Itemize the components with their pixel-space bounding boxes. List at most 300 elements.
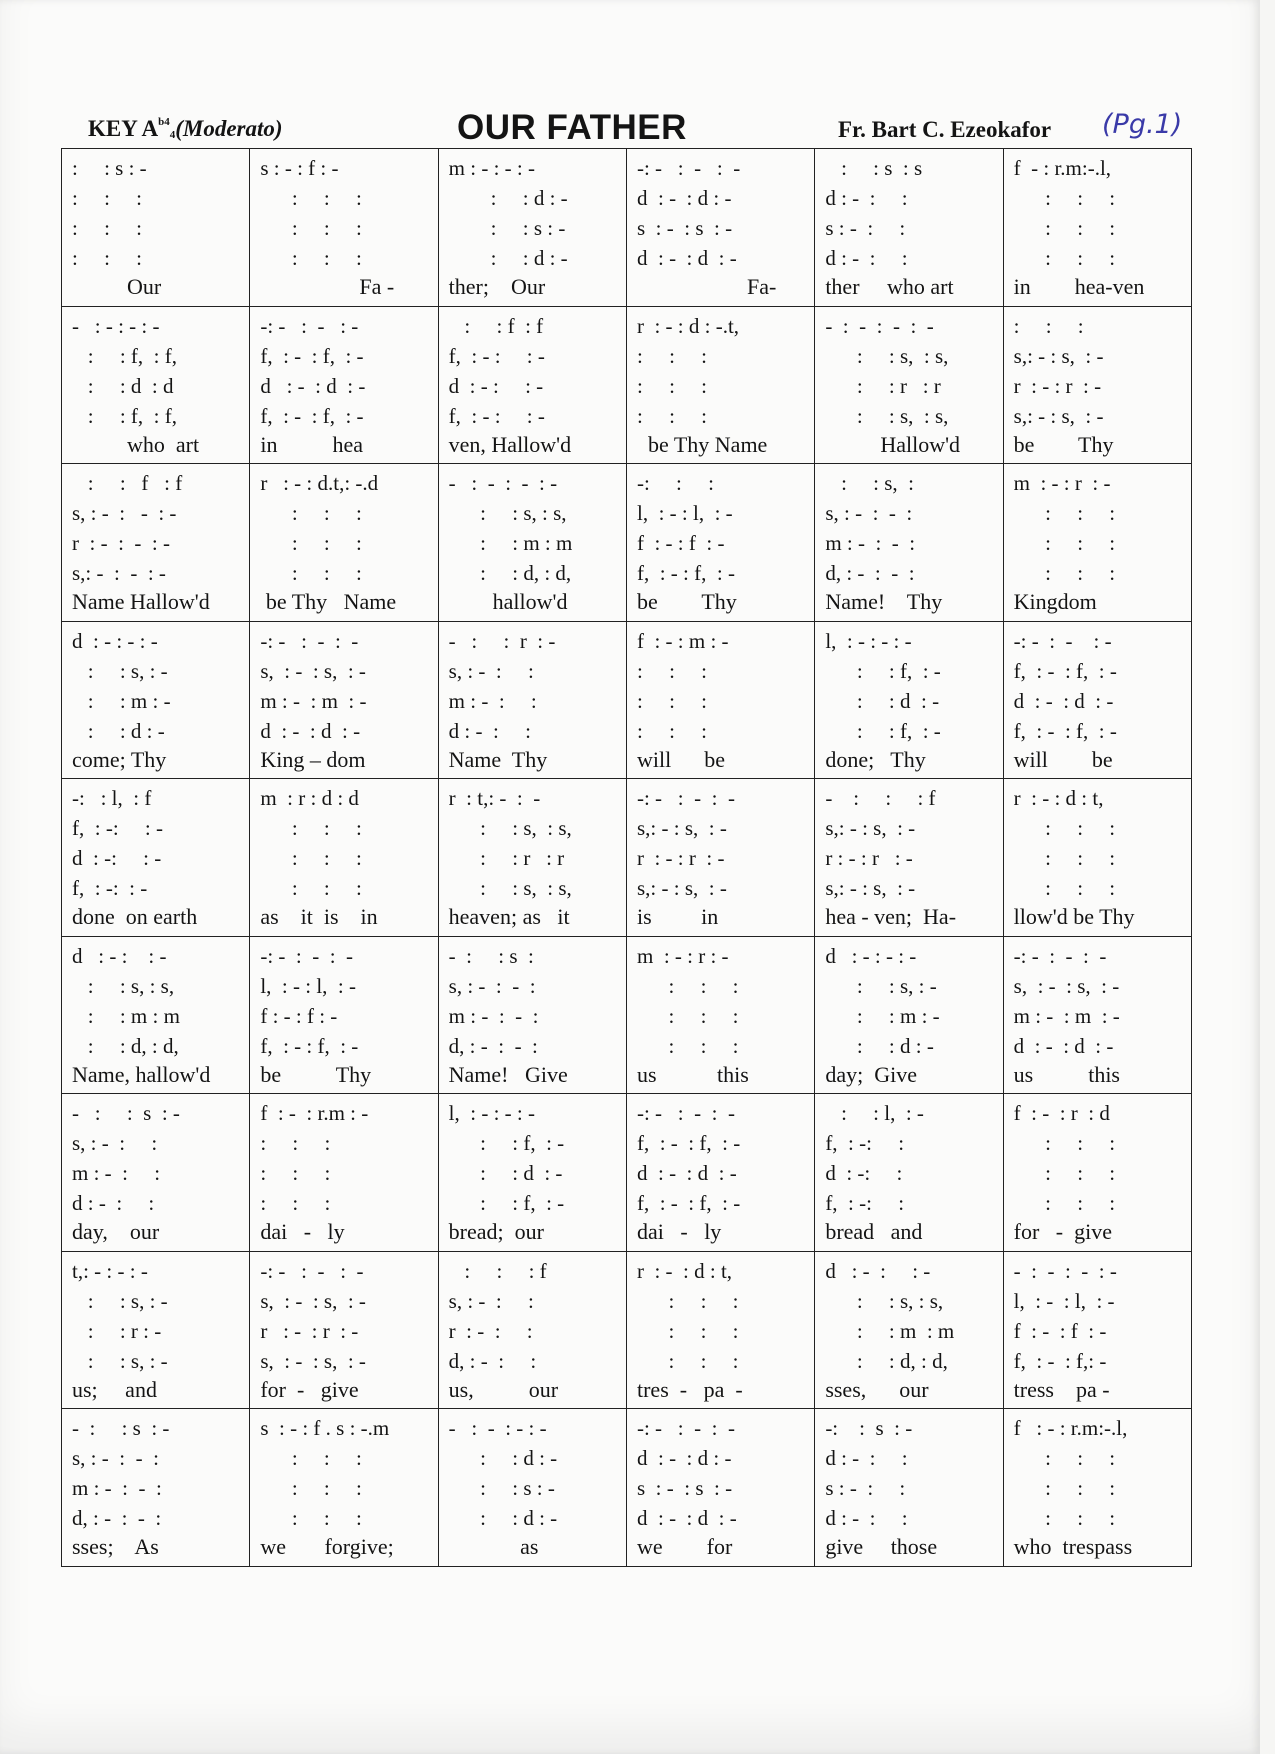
measure-cell <box>1003 779 1191 937</box>
measure-cell <box>62 1251 250 1409</box>
solfa-line: - : - : - : - <box>825 313 934 338</box>
measure-content <box>449 941 620 1089</box>
solfa-line: : : : <box>636 658 707 683</box>
lyric-text: us this <box>1013 1061 1120 1087</box>
solfa-line: : : : <box>636 373 707 398</box>
solfa-line: : : : <box>72 246 143 270</box>
solfa-line: d : - : d : - <box>1013 1033 1114 1058</box>
lyric-text: Name! Give <box>448 1061 568 1087</box>
lyric-text: Fa- <box>636 274 777 299</box>
solfa-line: d : - : d : - <box>260 718 361 743</box>
measure-cell <box>626 464 814 622</box>
solfa-line: : : : <box>1013 1446 1116 1471</box>
solfa-line: : : s, : s, <box>825 1288 944 1313</box>
lyric-text: for - give <box>260 1376 359 1402</box>
lyric-text: is in <box>636 904 719 930</box>
measure-cell <box>815 306 1003 464</box>
solfa-line: r : - : d : t, <box>636 1258 733 1283</box>
solfa-line: : : d : - <box>448 246 568 270</box>
lyric-text: Name Thy <box>448 746 548 772</box>
solfa-line: s, : - : s, : - <box>1013 973 1120 998</box>
solfa-line: f : - : f : - <box>1013 1318 1107 1343</box>
lyric-text: come; Thy <box>72 746 167 772</box>
measure-cell <box>815 464 1003 622</box>
lyric-text: in hea <box>260 431 363 457</box>
solfa-line: m : - : m : - <box>1013 1003 1120 1028</box>
measure-content <box>825 311 996 459</box>
solfa-line: s : - : s : - <box>636 216 733 240</box>
lyric-text: Name! Thy <box>825 589 943 615</box>
measure-content <box>260 941 431 1089</box>
solfa-line: -: : s : - <box>825 1416 913 1441</box>
solfa-line: f, : - : f, : - <box>1013 658 1117 683</box>
solfa-line: r : - : d : t, <box>1013 786 1104 811</box>
solfa-line: : : : <box>1013 1161 1116 1186</box>
solfa-line: - : - : - : - <box>72 313 160 338</box>
solfa-line: -: - : - : - <box>1013 943 1107 968</box>
solfa-line: f, : - : : - <box>448 403 545 428</box>
solfa-line: d : -: : - <box>72 846 162 871</box>
lyric-text: give those <box>825 1534 938 1560</box>
solfa-line: : : d : - <box>448 1506 558 1531</box>
solfa-line: : : : <box>260 531 362 556</box>
solfa-line: : : : <box>636 1288 739 1313</box>
measure-cell <box>250 1094 438 1252</box>
solfa-line: d : - : : <box>825 1506 908 1531</box>
solfa-line: : : d : - <box>825 1033 934 1058</box>
measure-cell <box>626 306 814 464</box>
solfa-line: : : : <box>1013 876 1116 901</box>
measure-content <box>449 1256 620 1404</box>
solfa-line: : : : <box>636 1348 739 1373</box>
solfa-line: : : m : m <box>448 531 573 556</box>
solfa-line: : : : <box>260 1191 331 1216</box>
solfa-line: : : m : m <box>72 1003 180 1028</box>
solfa-line: : : s, : s, <box>448 816 572 841</box>
solfa-line: f, : -: : <box>825 1131 905 1156</box>
solfa-line: : : m : - <box>72 688 171 713</box>
lyric-text: day; Give <box>825 1061 917 1087</box>
solfa-line: d : - : : <box>825 1446 908 1471</box>
solfa-line: : : : <box>1013 501 1116 526</box>
solfa-line: d : - : : <box>825 186 908 210</box>
solfa-line: : : s : - <box>448 216 566 240</box>
lyric-text: dai - ly <box>636 1219 722 1245</box>
song-title: OUR FATHER <box>457 108 687 147</box>
solfa-line: d : -: : <box>825 1161 903 1186</box>
measure-cell <box>62 936 250 1094</box>
solfa-line: : : : <box>1013 1131 1116 1156</box>
measure-content <box>449 626 620 774</box>
solfa-line: : : : <box>1013 246 1116 270</box>
solfa-line: : : : <box>1013 186 1116 210</box>
solfa-line: f, : -: : - <box>72 816 163 841</box>
measure-cell <box>62 306 250 464</box>
lyric-text: as <box>448 1534 539 1560</box>
measure-cell <box>250 621 438 779</box>
solfa-line: d : - : : <box>448 718 531 743</box>
solfa-line: r : - : r : - <box>636 846 725 871</box>
solfa-line: : : : <box>260 1506 362 1531</box>
score-row <box>62 621 1192 779</box>
solfa-line: : : : <box>260 246 362 270</box>
measure-cell <box>438 1251 626 1409</box>
solfa-line: : : s, : - <box>825 973 937 998</box>
lyric-text: Name, hallow'd <box>72 1061 211 1087</box>
score-row <box>62 936 1192 1094</box>
score-header <box>62 108 1197 150</box>
measure-cell <box>626 1251 814 1409</box>
solfa-line: : : r : r <box>825 373 941 398</box>
measure-content <box>72 311 243 459</box>
lyric-text: hallow'd <box>448 589 568 615</box>
lyric-text: in hea-ven <box>1013 274 1145 299</box>
measure-cell <box>626 621 814 779</box>
lyric-text: llow'd be Thy <box>1013 904 1135 930</box>
measure-content <box>260 1098 431 1246</box>
solfa-line: : : : <box>636 343 707 368</box>
solfa-line: f - : r.m:-.l, <box>1013 156 1112 180</box>
solfa-line: : : : <box>260 876 362 901</box>
measure-cell <box>438 1409 626 1567</box>
solfa-line: s,: - : s, : - <box>825 816 916 841</box>
solfa-line: d, : - : - : <box>825 561 915 586</box>
measure-cell <box>815 1409 1003 1567</box>
measure-content <box>1014 1256 1185 1404</box>
lyric-text: be Thy <box>260 1061 372 1087</box>
measure-content <box>260 1256 431 1404</box>
measure-content <box>825 1256 996 1404</box>
measure-content <box>449 153 620 301</box>
solfa-line: : : s : - <box>448 1476 555 1501</box>
measure-content <box>260 311 431 459</box>
solfa-line: m : - : r : - <box>636 943 729 968</box>
key-signature <box>88 116 283 142</box>
measure-cell <box>1003 1094 1191 1252</box>
solfa-line: : : : <box>260 561 362 586</box>
solfa-line: s : - : s : - <box>636 1476 733 1501</box>
measure-content <box>1014 1098 1185 1246</box>
solfa-line: : : : <box>1013 313 1084 338</box>
solfa-line: r : - : r : - <box>260 1318 359 1343</box>
lyric-text: done on earth <box>72 904 198 930</box>
measure-cell <box>1003 621 1191 779</box>
solfa-line: r : t,: - : - <box>448 786 541 811</box>
solfa-line: s, : - : s, : - <box>260 1288 366 1313</box>
score-row <box>62 1409 1192 1567</box>
solfa-line: f, : - : : - <box>448 343 545 368</box>
solfa-line: : : s, : s, <box>448 876 572 901</box>
solfa-line: : : d : d <box>72 373 174 398</box>
measure-content <box>72 941 243 1089</box>
solfa-line: : : s, : - <box>72 658 168 683</box>
lyric-text: sses, our <box>825 1376 929 1402</box>
solfa-line: : : l, : - <box>825 1101 924 1126</box>
handwritten-page-note: (Pg.1) <box>1102 109 1183 140</box>
measure-cell <box>626 1409 814 1567</box>
solfa-line: - : : s : <box>448 943 534 968</box>
lyric-text: dai - ly <box>260 1219 345 1245</box>
solfa-line: -: - : - : - <box>260 313 359 338</box>
measure-content <box>1014 941 1185 1089</box>
solfa-line: - : : r : - <box>448 628 556 653</box>
solfa-line: : : : <box>260 501 362 526</box>
solfa-line: f : - : f : - <box>636 531 725 556</box>
lyric-text: will be <box>636 746 725 772</box>
solfa-line: s,: - : s, : - <box>1013 403 1104 428</box>
solfa-line: : : f, : f, <box>72 343 177 368</box>
solfa-line: : : d, : d, <box>448 561 572 586</box>
solfa-line: d : - : - : - <box>825 943 917 968</box>
solfa-line: d : - : : <box>72 1191 155 1216</box>
solfa-line: f, : - : f, : - <box>1013 718 1117 743</box>
lyric-text: be Thy Name <box>260 589 397 615</box>
solfa-line: : : : <box>636 973 739 998</box>
measure-content <box>72 626 243 774</box>
solfa-line: : : f, : - <box>825 658 941 683</box>
solfa-line: : : s : - <box>72 156 147 180</box>
score-row <box>62 149 1192 307</box>
measure-cell <box>1003 464 1191 622</box>
solfa-line: : : f, : - <box>825 718 941 743</box>
solfa-line: s, : - : - : - <box>72 501 177 526</box>
lyric-text: be Thy <box>636 589 737 615</box>
solfa-line: : : : <box>260 846 362 871</box>
measure-cell <box>250 306 438 464</box>
lyric-text: ven, Hallow'd <box>448 431 572 457</box>
solfa-line: : : s, : s, <box>825 403 949 428</box>
solfa-line: : : d, : d, <box>72 1033 179 1058</box>
tempo-marking: (Moderato) <box>175 116 283 141</box>
lyric-text: Hallow'd <box>825 431 961 457</box>
key-sub: 4 <box>169 129 176 141</box>
solfa-line: s,: - : s, : - <box>1013 343 1104 368</box>
solfa-line: -: : l, : f <box>72 786 152 811</box>
measure-cell <box>62 1094 250 1252</box>
measure-content <box>637 783 808 931</box>
solfa-line: : : : <box>1013 531 1116 556</box>
measure-content <box>72 1098 243 1246</box>
measure-cell <box>250 1251 438 1409</box>
measure-content <box>637 468 808 616</box>
lyric-text: heaven; as it <box>448 904 570 930</box>
solfa-line: f, : - : f, : - <box>260 343 364 368</box>
measure-cell <box>250 464 438 622</box>
score-row <box>62 1251 1192 1409</box>
solfa-line: : : : <box>260 816 362 841</box>
solfa-line: : : r : - <box>72 1318 162 1343</box>
solfa-line: f, : - : f, : - <box>636 1131 741 1156</box>
solfa-line: : : d : - <box>448 1161 563 1186</box>
solfa-line: : : d, : d, <box>825 1348 948 1373</box>
solfa-line: : : : <box>1013 216 1116 240</box>
measure-cell <box>62 464 250 622</box>
measure-cell <box>62 779 250 937</box>
lyric-text: Our <box>72 274 162 299</box>
measure-content <box>1014 1413 1185 1561</box>
solfa-line: : : : <box>260 1161 331 1186</box>
solfa-line: r : - : : <box>448 1318 533 1343</box>
measure-cell <box>250 779 438 937</box>
solfa-line: : : s, : s, <box>72 973 175 998</box>
lyric-text: Fa - <box>260 274 395 299</box>
solfa-line: : : s, : <box>825 471 914 496</box>
measure-content <box>1014 783 1185 931</box>
solfa-line: : : : <box>1013 1506 1116 1531</box>
solfa-line: - : : s : - <box>72 1416 170 1441</box>
solfa-line: : : f : f <box>72 471 183 496</box>
solfa-line: : : : <box>1013 846 1116 871</box>
solfa-line: : : : <box>260 1131 331 1156</box>
measure-cell <box>815 1094 1003 1252</box>
measure-cell <box>1003 306 1191 464</box>
solfa-line: s : - : f : - <box>260 156 339 180</box>
solfa-line: : : f, : - <box>448 1131 565 1156</box>
solfa-line: : : s, : - <box>72 1288 168 1313</box>
solfa-line: m : - : : <box>448 688 537 713</box>
solfa-line: m : - : m : - <box>260 688 367 713</box>
measure-cell <box>438 306 626 464</box>
solfa-line: l, : - : - : - <box>448 1101 535 1126</box>
lyric-text: done; Thy <box>825 746 926 772</box>
lyric-text: bread; our <box>448 1219 544 1245</box>
measure-content <box>637 311 808 459</box>
measure-content <box>72 1413 243 1561</box>
solfa-score-table <box>61 148 1192 1567</box>
measure-cell <box>438 464 626 622</box>
measure-cell <box>1003 936 1191 1094</box>
solfa-line: : : : <box>260 216 362 240</box>
solfa-line: d : - : : <box>825 246 908 270</box>
solfa-line: : : : f <box>448 1258 547 1283</box>
key-prefix: KEY A <box>88 116 159 141</box>
solfa-line: d : - : : - <box>72 943 167 968</box>
lyric-text: hea - ven; Ha- <box>825 904 957 930</box>
solfa-line: f, : - : f, : - <box>636 561 735 586</box>
measure-content <box>1014 311 1185 459</box>
measure-content <box>825 941 996 1089</box>
solfa-line: -: - : - : - <box>636 156 741 180</box>
lyric-text: bread and <box>825 1219 923 1245</box>
solfa-line: d : - : d : - <box>636 1161 737 1186</box>
measure-content <box>260 626 431 774</box>
measure-content <box>637 153 808 301</box>
solfa-line: -: - : - : - <box>636 1101 735 1126</box>
measure-content <box>1014 153 1185 301</box>
solfa-line: f, : - : f, : - <box>636 1191 741 1216</box>
solfa-line: f, : - : f, : - <box>260 403 364 428</box>
solfa-line: m : - : - : <box>448 1003 539 1028</box>
solfa-line: : : f, : - <box>448 1191 565 1216</box>
solfa-line: f : - : m : - <box>636 628 729 653</box>
solfa-line: r : - : d.t,: -.d <box>260 471 379 496</box>
solfa-line: f : - : r.m:-.l, <box>1013 1416 1128 1441</box>
solfa-line: f : - : f : - <box>260 1003 338 1028</box>
solfa-line: r : - : d : -.t, <box>636 313 740 338</box>
score-row <box>62 464 1192 622</box>
lyric-text: who trespass <box>1013 1534 1133 1560</box>
solfa-line: s,: - : - : - <box>72 561 166 586</box>
solfa-line: : : : <box>636 1003 739 1028</box>
lyric-text: ther who art <box>825 274 954 299</box>
solfa-line: : : s : s <box>825 156 923 180</box>
measure-cell <box>62 1409 250 1567</box>
solfa-line: -: - : - : - <box>260 943 354 968</box>
measure-cell <box>438 936 626 1094</box>
solfa-line: m : r : d : d <box>260 786 359 811</box>
measure-content <box>637 1098 808 1246</box>
measure-cell <box>815 936 1003 1094</box>
solfa-line: f, : - : f, : - <box>260 1033 359 1058</box>
solfa-line: : : : <box>636 718 707 743</box>
measure-cell <box>62 621 250 779</box>
lyric-text: us this <box>636 1061 749 1087</box>
solfa-line: : : : <box>636 1318 739 1343</box>
solfa-line: : : d : - <box>72 718 165 743</box>
solfa-line: f, : -: : <box>825 1191 905 1216</box>
measure-content <box>825 1098 996 1246</box>
solfa-line: s : - : : <box>825 1476 906 1501</box>
solfa-line: s,: - : s, : - <box>636 876 727 901</box>
measure-content <box>1014 468 1185 616</box>
solfa-line: : : f : f <box>448 313 544 338</box>
solfa-line: f : - : r.m : - <box>260 1101 369 1126</box>
measure-content <box>637 626 808 774</box>
lyric-text: tres - pa - <box>636 1376 743 1402</box>
solfa-line: - : - : - : - <box>448 471 558 496</box>
solfa-line: l, : - : l, : - <box>1013 1288 1115 1313</box>
solfa-line: s : - : : <box>825 216 906 240</box>
lyric-text: will be <box>1013 746 1113 772</box>
measure-content <box>449 1413 620 1561</box>
solfa-line: : : : <box>260 1446 362 1471</box>
lyric-text: day, our <box>72 1219 160 1245</box>
lyric-text: Kingdom <box>1013 589 1097 615</box>
solfa-line: : : m : - <box>825 1003 940 1028</box>
solfa-line: s, : - : s, : - <box>260 658 366 683</box>
measure-cell <box>815 149 1003 307</box>
solfa-line: l, : - : - : - <box>825 628 912 653</box>
measure-cell <box>1003 1251 1191 1409</box>
score-row <box>62 779 1192 937</box>
score-row <box>62 1094 1192 1252</box>
solfa-line: : : : <box>636 1033 739 1058</box>
solfa-line: -: : : <box>636 471 714 496</box>
solfa-line: d, : - : - : <box>72 1506 162 1531</box>
solfa-line: m : - : r : - <box>1013 471 1111 496</box>
measure-cell <box>626 1094 814 1252</box>
lyric-text: King – dom <box>260 746 366 772</box>
solfa-line: s,: - : s, : - <box>636 816 727 841</box>
solfa-line: m : - : - : <box>825 531 916 556</box>
measure-content <box>825 1413 996 1561</box>
measure-cell <box>815 1251 1003 1409</box>
solfa-line: s, : - : s, : - <box>260 1348 366 1373</box>
solfa-line: d : - : d : - <box>636 246 737 270</box>
lyric-text: ther; Our <box>448 274 546 299</box>
solfa-line: l, : - : l, : - <box>636 501 733 526</box>
measure-content <box>1014 626 1185 774</box>
solfa-line: d : - : d : - <box>1013 688 1114 713</box>
solfa-line: f, : -: : - <box>72 876 148 901</box>
solfa-line: m : - : : <box>72 1161 161 1186</box>
measure-cell <box>438 621 626 779</box>
solfa-line: : : : <box>260 186 362 210</box>
solfa-line: : : s, : s, <box>448 501 567 526</box>
measure-cell <box>438 1094 626 1252</box>
measure-content <box>825 468 996 616</box>
solfa-line: m : - : - : <box>72 1476 162 1501</box>
